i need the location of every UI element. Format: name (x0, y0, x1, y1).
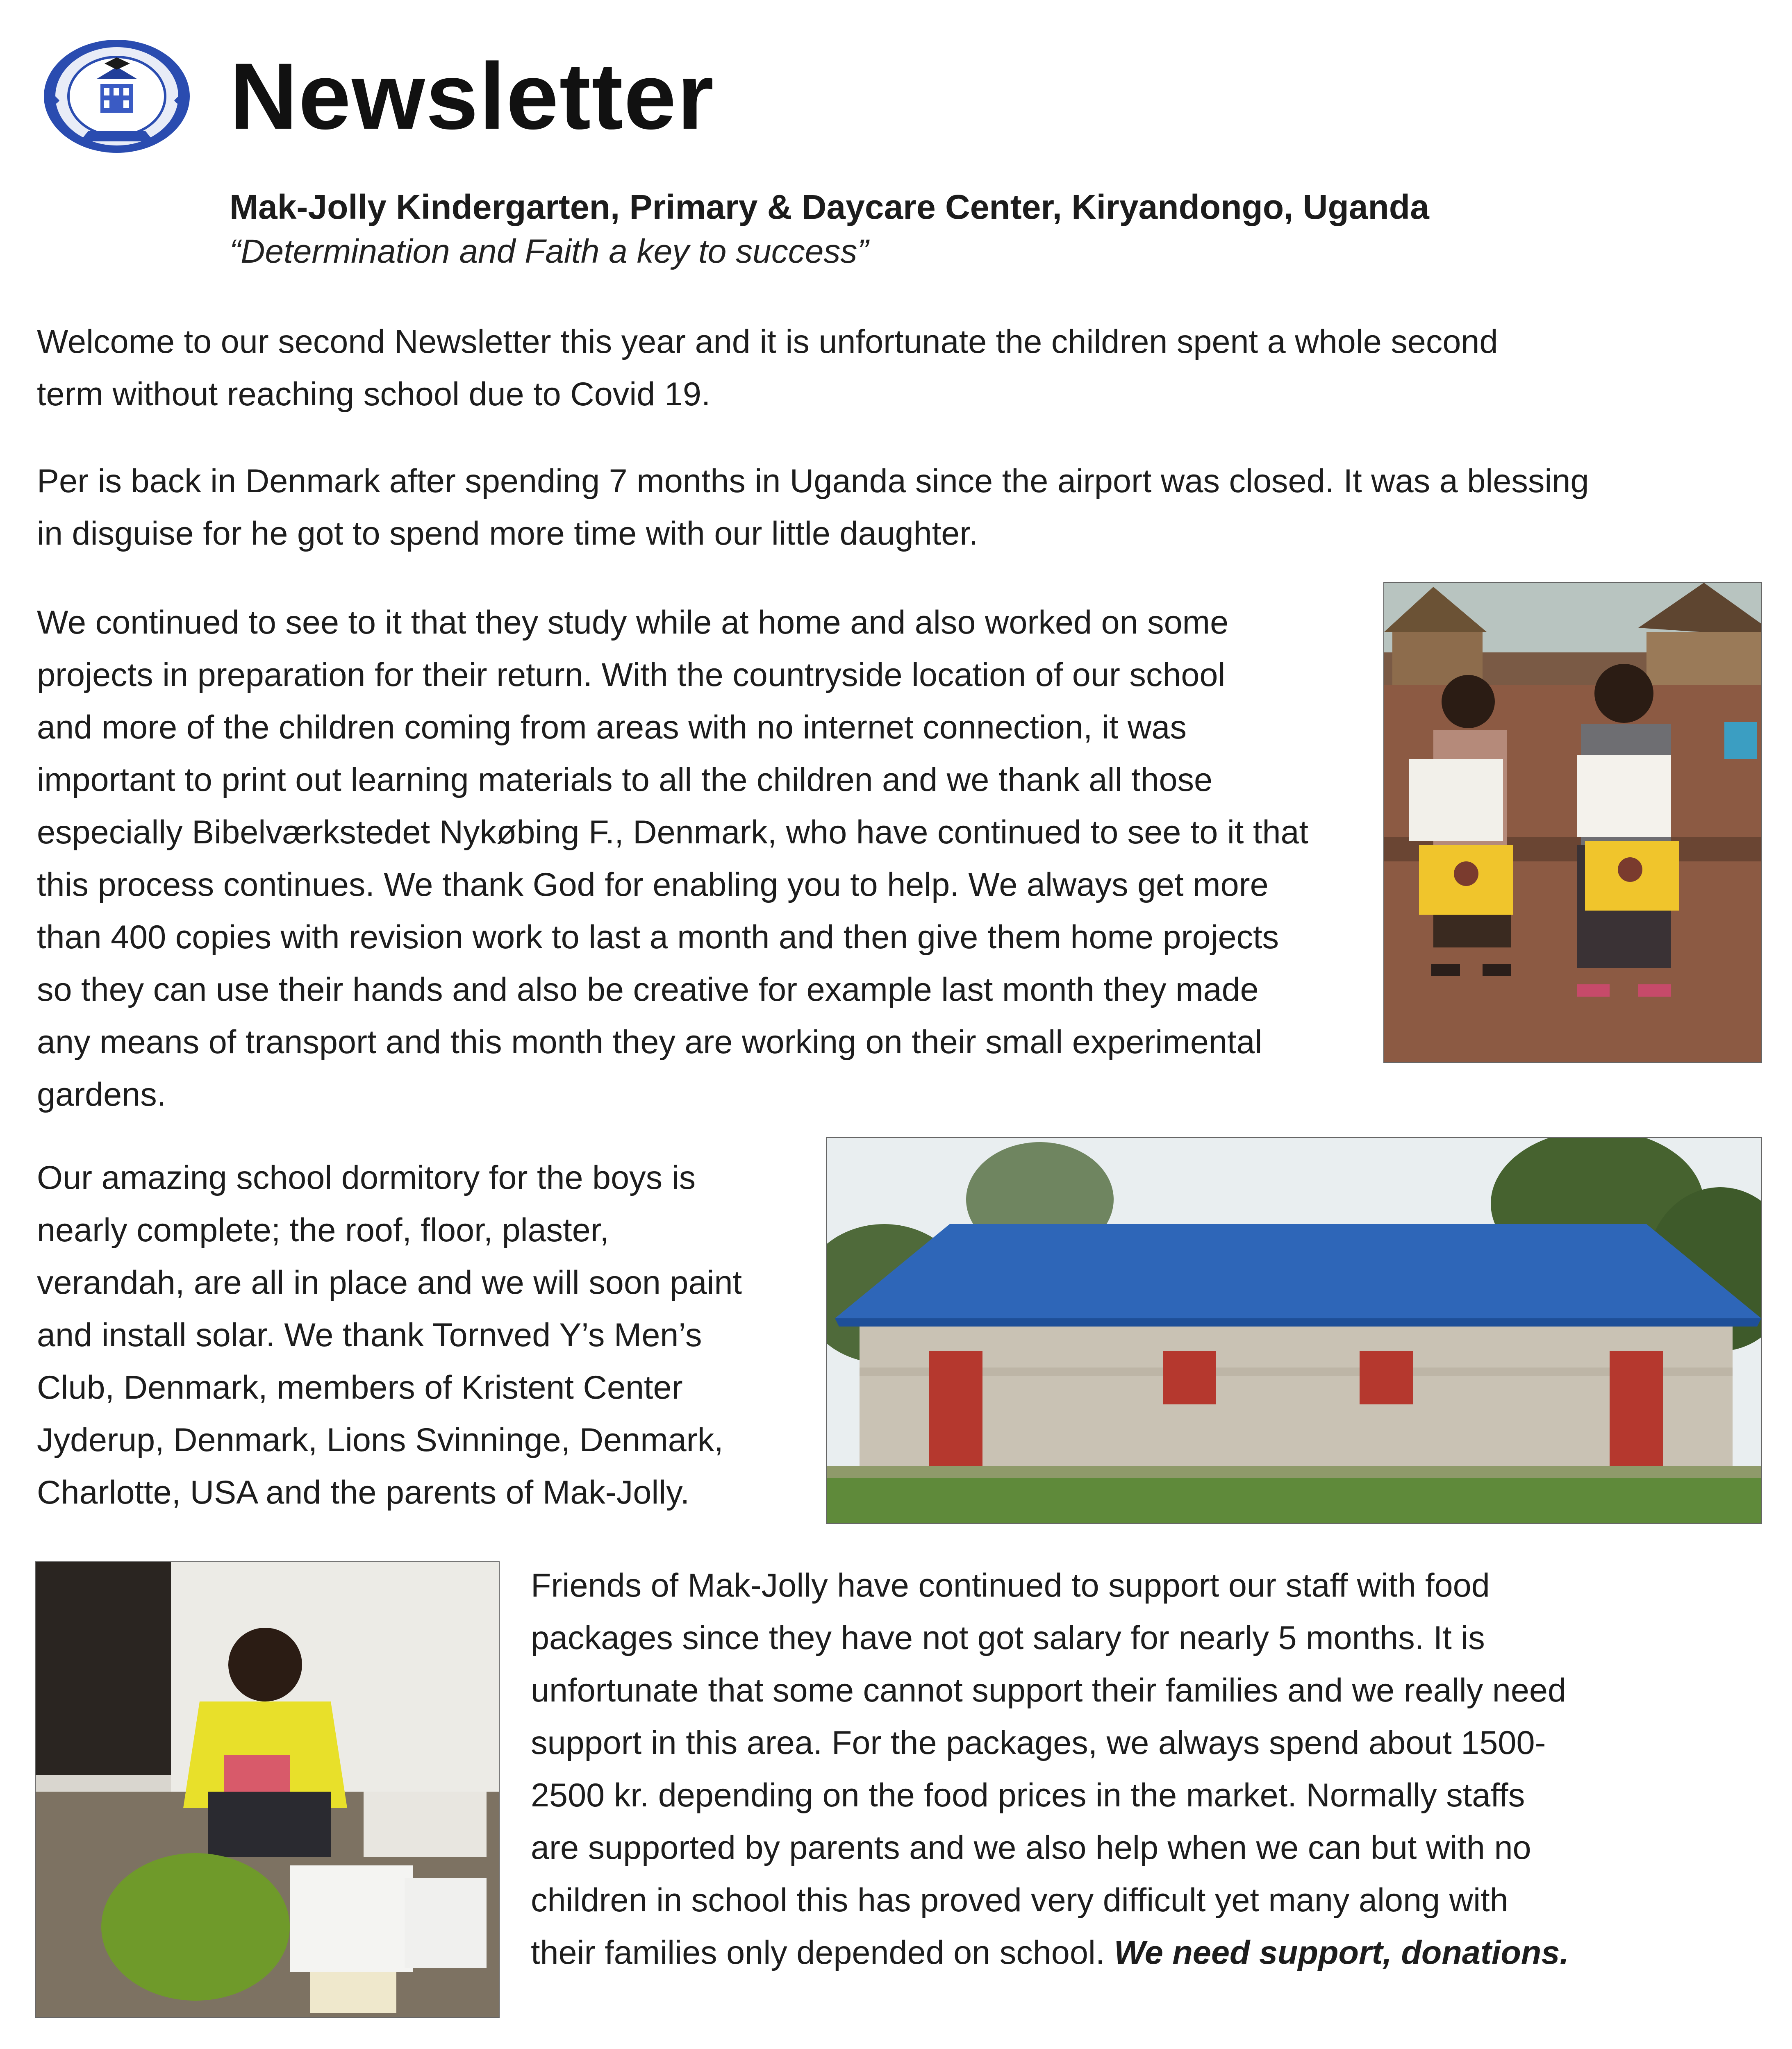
text-line: children in school this has proved very difficult yet many along with (531, 1882, 1508, 1919)
text-line: Friends of Mak-Jolly have continued to support our staff with food (531, 1567, 1490, 1604)
text-line: and more of the children coming from areas with no internet connection, it was (37, 709, 1187, 746)
text-line: term without reaching school due to Covid 19. (37, 376, 711, 413)
school-logo (39, 35, 195, 158)
text-line: Our amazing school dormitory for the boys is (37, 1159, 696, 1196)
text-line: 2500 kr. depending on the food prices in the market. Normally staffs (531, 1777, 1525, 1814)
dormitory-photo (826, 1137, 1762, 1524)
text-line: Jyderup, Denmark, Lions Svinninge, Denmark, (37, 1422, 723, 1458)
text-line: so they can use their hands and also be creative for example last month they made (37, 971, 1259, 1008)
dormitory-paragraph (37, 1152, 742, 1519)
text-line: important to print out learning materials to all the children and we thank all those (37, 761, 1213, 798)
text-line: in disguise for he got to spend more time with our little daughter. (37, 515, 978, 552)
per-paragraph (37, 455, 1589, 560)
school-name: Mak-Jolly Kindergarten, Primary & Daycare Center, Kiryandongo, Uganda (230, 188, 1429, 226)
food-packages-photo (35, 1561, 500, 2018)
text-line: especially Bibelværkstedet Nykøbing F., Denmark, who have continued to see to it that (37, 814, 1309, 851)
donation-appeal: We need support, donations. (1114, 1934, 1569, 1971)
text-line: are supported by parents and we also help when we can but with no (531, 1829, 1531, 1866)
text-line: any means of transport and this month they are working on their small experimental (37, 1024, 1262, 1061)
text-line: nearly complete; the roof, floor, plaster, (37, 1212, 609, 1249)
text-line: Club, Denmark, members of Kristent Center (37, 1369, 683, 1406)
school-motto: “Determination and Faith a key to success” (230, 233, 869, 270)
text-line: Charlotte, USA and the parents of Mak-Jolly. (37, 1474, 690, 1511)
children-study-photo (1383, 582, 1762, 1063)
text-line: support in this area. For the packages, we always spend about 1500- (531, 1724, 1546, 1761)
text-line: verandah, are all in place and we will soon paint (37, 1264, 742, 1301)
intro-paragraph (37, 316, 1498, 420)
text-line: this process continues. We thank God for enabling you to help. We always get more (37, 866, 1269, 903)
text-line: Welcome to our second Newsletter this year and it is unfortunate the children spent a whole second (37, 323, 1498, 360)
text-line: and install solar. We thank Tornved Y’s Men’s (37, 1317, 702, 1354)
food-support-paragraph (531, 1559, 1569, 1979)
text-line (531, 1926, 1569, 1979)
school-crest-icon (39, 35, 195, 158)
study-paragraph (37, 596, 1308, 1121)
text-line: packages since they have not got salary for nearly 5 months. It is (531, 1620, 1485, 1656)
text-line: Per is back in Denmark after spending 7 months in Uganda since the airport was closed. It was a blessing (37, 463, 1589, 500)
page-title: Newsletter (230, 43, 715, 149)
text-line: unfortunate that some cannot support their families and we really need (531, 1672, 1566, 1709)
text-fragment: their families only depended on school. (531, 1934, 1114, 1971)
text-line: projects in preparation for their return. With the countryside location of our school (37, 656, 1226, 693)
text-line: gardens. (37, 1076, 166, 1113)
text-line: We continued to see to it that they study while at home and also worked on some (37, 604, 1229, 641)
text-line: than 400 copies with revision work to last a month and then give them home projects (37, 919, 1279, 956)
